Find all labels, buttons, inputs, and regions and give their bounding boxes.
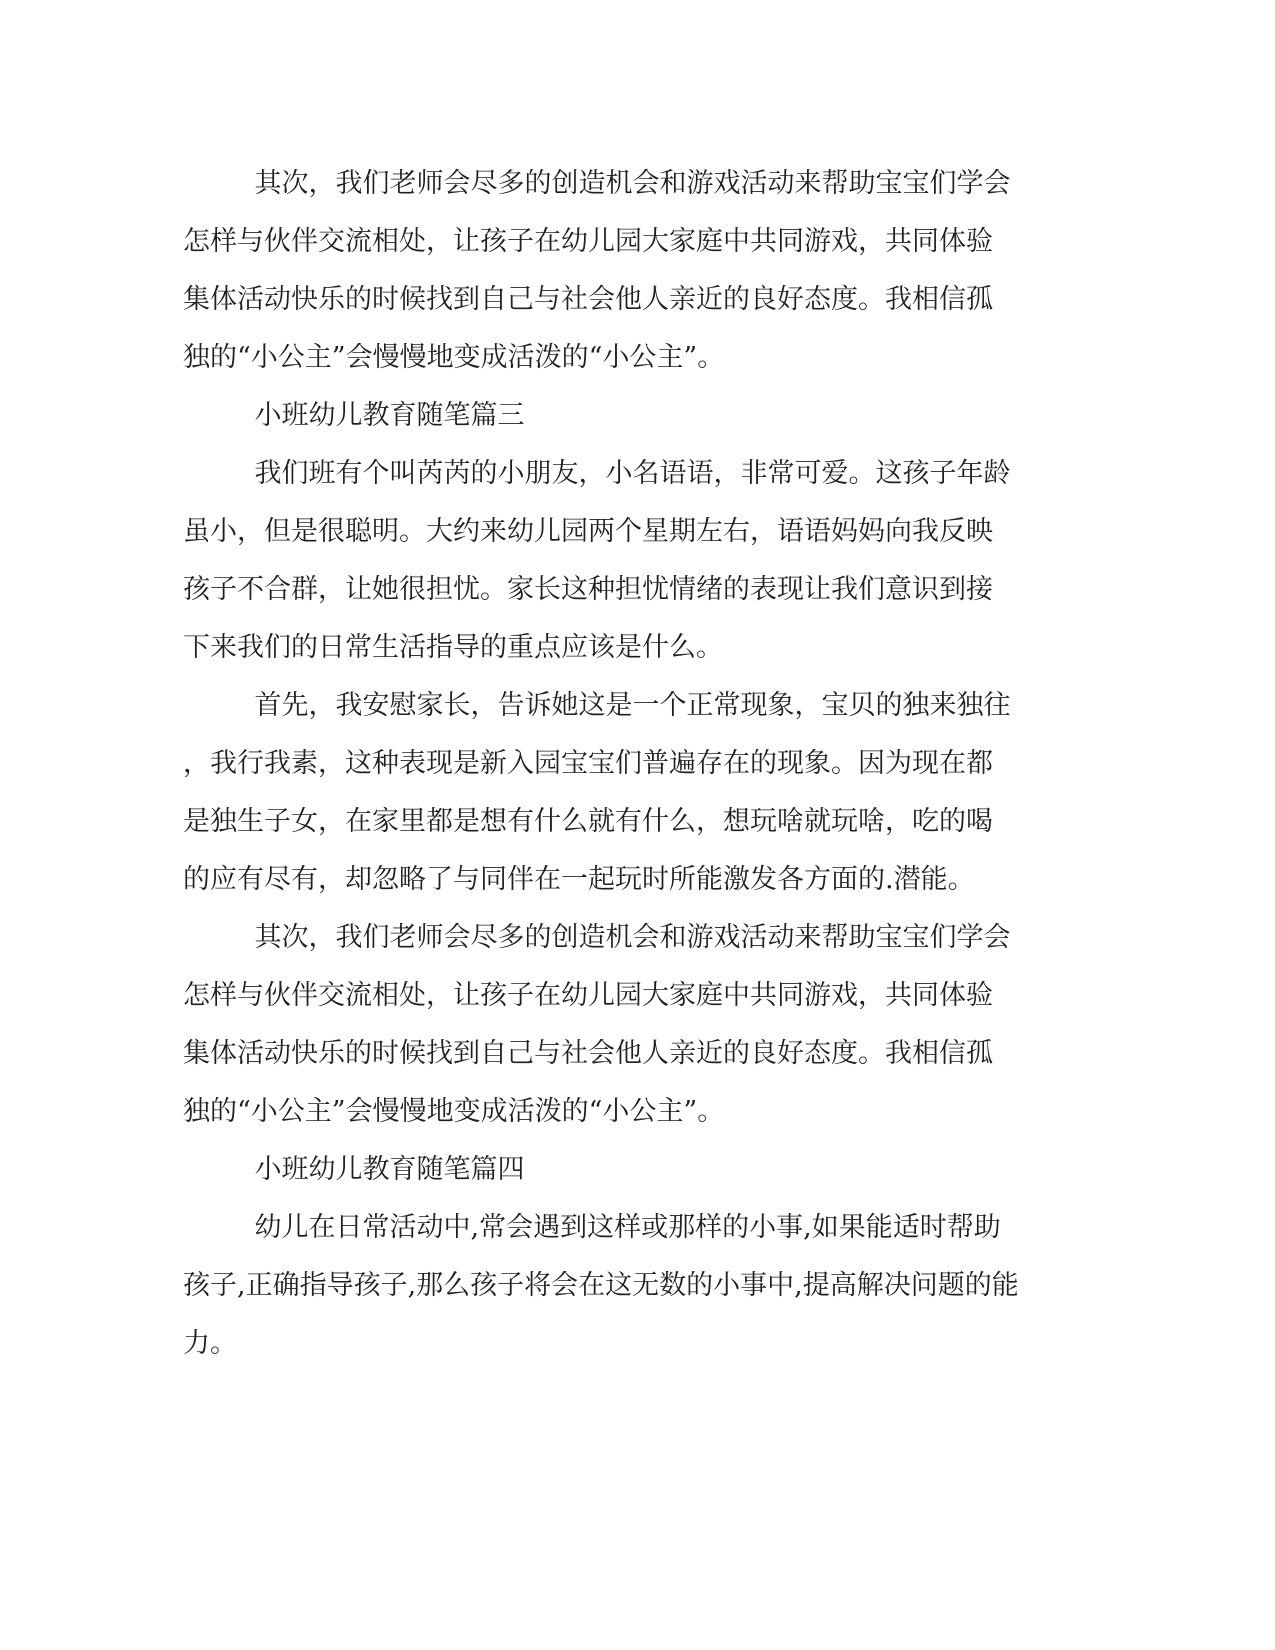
paragraph-5: 幼儿在日常活动中,常会遇到这样或那样的小事,如果能适时帮助 孩子,正确指导孩子,那么孩子将会在这无数的小事中,提高解决问题的能 力。 <box>183 1212 1019 1359</box>
paragraph-3: 首先，我安慰家长，告诉她这是一个正常现象，宝贝的独来独往 ，我行我素，这种表现是新入园宝宝们普遍存在的现象。因为现在都 是独生子女，在家里都是想有什么就有什么，想玩啥就玩啥，吃的喝 的应有尽有，却忽略了与同伴在一起玩时所能激发各方面的.潜能。 <box>183 690 1011 895</box>
paragraph-1: 其次，我们老师会尽多的创造机会和游戏活动来帮助宝宝们学会 怎样与伙伴交流相处，让孩子在幼儿园大家庭中共同游戏，共同体验 集体活动快乐的时候找到自己与社会他人亲近的良好态度。我相信孤 独的“小公主”会慢慢地变成活泼的“小公主”。 <box>183 168 1011 373</box>
paragraph-4: 其次，我们老师会尽多的创造机会和游戏活动来帮助宝宝们学会 怎样与伙伴交流相处，让孩子在幼儿园大家庭中共同游戏，共同体验 集体活动快乐的时候找到自己与社会他人亲近的良好态度。我相信孤 独的“小公主”会慢慢地变成活泼的“小公主”。 <box>183 922 1011 1127</box>
paragraph-2: 我们班有个叫芮芮的小朋友，小名语语，非常可爱。这孩子年龄 虽小，但是很聪明。大约来幼儿园两个星期左右，语语妈妈向我反映 孩子不合群，让她很担忧。家长这种担忧情绪的表现让我们意识到接 下来我们的日常生活指导的重点应该是什么。 <box>183 458 1011 663</box>
section-heading-4: 小班幼儿教育随笔篇四 <box>254 1154 525 1185</box>
document-body <box>183 155 1033 1373</box>
section-heading-3: 小班幼儿教育随笔篇三 <box>254 400 525 431</box>
